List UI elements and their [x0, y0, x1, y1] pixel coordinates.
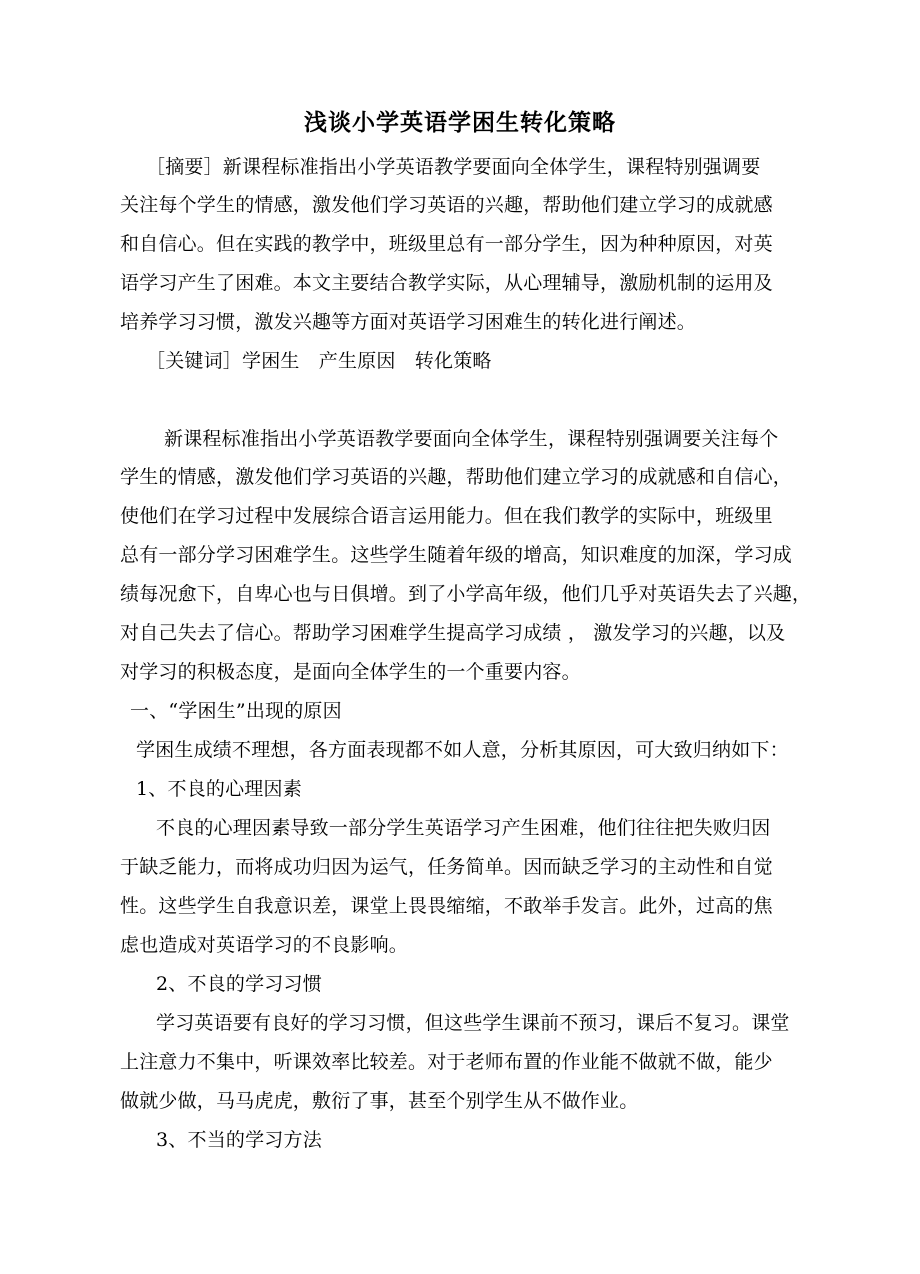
subsection-line: 不良的心理因素导致一部分学生英语学习产生困难，他们往往把失败归因 — [156, 817, 771, 839]
abstract-line: 和自信心。但在实践的教学中，班级里总有一部分学生，因为种种原因，对英 — [120, 233, 773, 255]
section-heading: 一、“学困生”出现的原因 — [130, 700, 342, 722]
subsection-heading: 2、不良的学习习惯 — [156, 973, 322, 995]
abstract-line: ［摘要］新课程标准指出小学英语教学要面向全体学生，课程特别强调要 — [146, 156, 761, 178]
intro-line: 绩每况愈下，自卑心也与日俱增。到了小学高年级，他们几乎对英语失去了兴趣， — [120, 583, 812, 605]
abstract-line: 培养学习习惯，激发兴趣等方面对英语学习困难生的转化进行阐述。 — [120, 311, 697, 333]
abstract-line: 关注每个学生的情感，激发他们学习英语的兴趣，帮助他们建立学习的成就感 — [120, 194, 773, 216]
subsection-line: 虑也造成对英语学习的不良影响。 — [120, 934, 409, 956]
keywords-line: ［关键词］学困生 产生原因 转化策略 — [146, 350, 492, 372]
intro-line: 学生的情感，激发他们学习英语的兴趣，帮助他们建立学习的成就感和自信心， — [120, 466, 793, 488]
abstract-line: 语学习产生了困难。本文主要结合教学实际，从心理辅导，激励机制的运用及 — [120, 272, 773, 294]
subsection-line: 学习英语要有良好的学习习惯，但这些学生课前不预习，课后不复习。课堂 — [156, 1012, 790, 1034]
section-summary: 学困生成绩不理想，各方面表现都不如人意，分析其原因，可大致归纳如下： — [136, 739, 789, 761]
document-title: 浅谈小学英语学困生转化策略 — [304, 109, 616, 136]
subsection-heading: 1、不良的心理因素 — [136, 778, 302, 800]
intro-line: 对学习的积极态度，是面向全体学生的一个重要内容。 — [120, 661, 581, 683]
subsection-line: 上注意力不集中，听课效率比较差。对于老师布置的作业能不做就不做，能少 — [120, 1051, 773, 1073]
subsection-line: 于缺乏能力，而将成功归因为运气，任务简单。因而缺乏学习的主动性和自觉 — [120, 856, 773, 878]
intro-line: 新课程标准指出小学英语教学要面向全体学生，课程特别强调要关注每个 — [164, 428, 779, 450]
intro-line: 总有一部分学习困难学生。这些学生随着年级的增高，知识难度的加深，学习成 — [120, 544, 793, 566]
subsection-line: 做就少做，马马虎虎，敷衍了事，甚至个别学生从不做作业。 — [120, 1090, 639, 1112]
intro-line: 对自己失去了信心。帮助学习困难学生提高学习成绩 ， 激发学习的兴趣，以及 — [120, 622, 786, 644]
intro-line: 使他们在学习过程中发展综合语言运用能力。但在我们教学的实际中，班级里 — [120, 505, 773, 527]
subsection-line: 性。这些学生自我意识差，课堂上畏畏缩缩，不敢举手发言。此外，过高的焦 — [120, 895, 773, 917]
subsection-heading: 3、不当的学习方法 — [156, 1129, 322, 1151]
